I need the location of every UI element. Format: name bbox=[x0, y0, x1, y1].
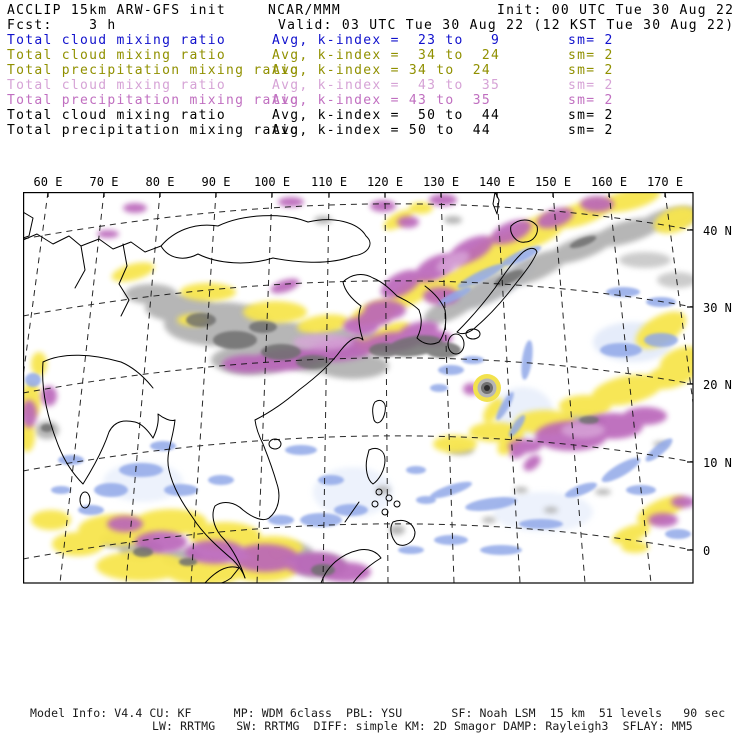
lon-tick-label: 90 E bbox=[201, 175, 231, 189]
series-kindex: Avg, k-index = 23 to 9 bbox=[272, 33, 501, 48]
model-info-line-1: Model Info: V4.4 CU: KF MP: WDM 6class PBL: YSU SF: Noah LSM 15 km 51 levels 90 sec bbox=[30, 706, 726, 720]
lon-tick-label: 140 E bbox=[478, 175, 516, 189]
lon-tick-label: 110 E bbox=[310, 175, 348, 189]
lon-tick-label: 100 E bbox=[253, 175, 291, 189]
series-smooth: sm= 2 bbox=[568, 63, 614, 78]
header-row-series-3 bbox=[0, 63, 740, 78]
series-smooth: sm= 2 bbox=[568, 108, 614, 123]
series-smooth: sm= 2 bbox=[568, 33, 614, 48]
series-label: Total precipitation mixing ratio bbox=[7, 93, 300, 108]
header-row-series-4 bbox=[0, 78, 740, 93]
valid-time: Valid: 03 UTC Tue 30 Aug 22 (12 KST Tue 30 Aug 22) bbox=[278, 18, 735, 33]
series-label: Total cloud mixing ratio bbox=[7, 33, 227, 48]
series-label: Total cloud mixing ratio bbox=[7, 78, 227, 93]
lat-tick-label: 40 N bbox=[703, 224, 732, 238]
series-label: Total precipitation mixing ratio bbox=[7, 63, 300, 78]
series-smooth: sm= 2 bbox=[568, 78, 614, 93]
weather-map-svg bbox=[23, 192, 694, 584]
lat-tick-label: 30 N bbox=[703, 301, 732, 315]
lat-tick-label: 10 N bbox=[703, 456, 732, 470]
series-label: Total cloud mixing ratio bbox=[7, 108, 227, 123]
header-row-series-6 bbox=[0, 108, 740, 123]
series-kindex: Avg, k-index = 50 to 44 bbox=[272, 108, 501, 123]
model-title: ACCLIP 15km ARW-GFS init bbox=[7, 3, 227, 18]
map-canvas bbox=[23, 192, 694, 584]
series-kindex: Avg, k-index = 43 to 35 bbox=[272, 93, 492, 108]
fcst-hour: Fcst: 3 h bbox=[7, 18, 117, 33]
lon-tick-label: 130 E bbox=[422, 175, 460, 189]
center-name: NCAR/MMM bbox=[268, 3, 342, 18]
init-time: Init: 00 UTC Tue 30 Aug 22 bbox=[497, 3, 735, 18]
lon-tick-label: 80 E bbox=[145, 175, 175, 189]
lon-tick-label: 70 E bbox=[89, 175, 119, 189]
header-row-series-7 bbox=[0, 123, 740, 138]
typhoon-eye-icon bbox=[473, 374, 501, 402]
header-row-series-1 bbox=[0, 33, 740, 48]
header-row-series-5 bbox=[0, 93, 740, 108]
header-row-title bbox=[0, 3, 740, 18]
header-row-fcst bbox=[0, 18, 740, 33]
model-info-line-2: LW: RRTMG SW: RRTMG DIFF: simple KM: 2D Smagor DAMP: Rayleigh3 SFLAY: MM5 bbox=[152, 719, 693, 733]
series-label: Total cloud mixing ratio bbox=[7, 48, 227, 63]
lon-tick-label: 150 E bbox=[534, 175, 572, 189]
lon-tick-label: 60 E bbox=[33, 175, 63, 189]
series-smooth: sm= 2 bbox=[568, 93, 614, 108]
series-kindex: Avg, k-index = 34 to 24 bbox=[272, 48, 501, 63]
series-smooth: sm= 2 bbox=[568, 48, 614, 63]
lon-tick-label: 120 E bbox=[366, 175, 404, 189]
series-kindex: Avg, k-index = 50 to 44 bbox=[272, 123, 492, 138]
series-kindex: Avg, k-index = 34 to 24 bbox=[272, 63, 492, 78]
lon-tick-label: 160 E bbox=[590, 175, 628, 189]
header-row-series-2 bbox=[0, 48, 740, 63]
lat-tick-label: 20 N bbox=[703, 378, 732, 392]
series-kindex: Avg, k-index = 43 to 35 bbox=[272, 78, 501, 93]
lat-tick-label: 0 bbox=[703, 544, 711, 558]
series-label: Total precipitation mixing ratio bbox=[7, 123, 300, 138]
series-smooth: sm= 2 bbox=[568, 123, 614, 138]
lon-tick-label: 170 E bbox=[646, 175, 684, 189]
